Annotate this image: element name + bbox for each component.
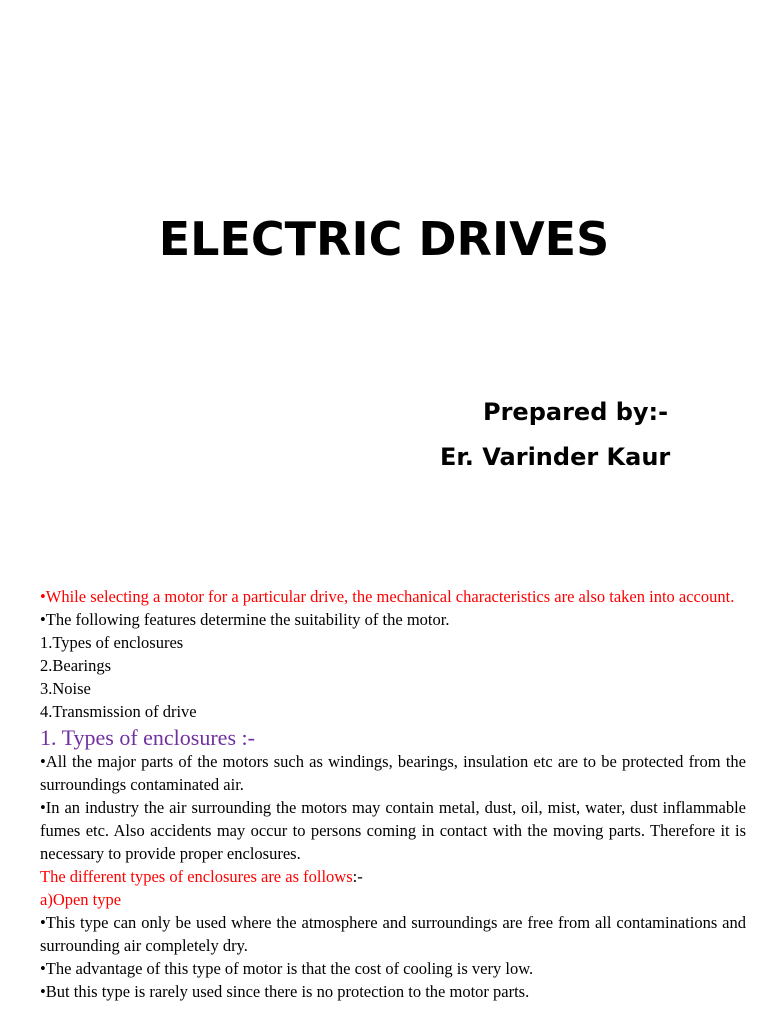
enclosure-types-line — [40, 865, 746, 888]
paragraph: •But this type is rarely used since there is no protection to the motor parts. — [40, 982, 530, 1001]
feature-item: 1.Types of enclosures — [40, 633, 184, 652]
features-intro: •The following features determine the suitability of the motor. — [40, 610, 450, 629]
enclosure-types-suffix: :- — [352, 867, 363, 886]
paragraph: •The advantage of this type of motor is that the cost of cooling is very low. — [40, 959, 534, 978]
feature-item: 4.Transmission of drive — [40, 702, 197, 721]
feature-item: 2.Bearings — [40, 656, 112, 675]
author-name: Er. Varinder Kaur — [440, 443, 671, 471]
slide-body — [40, 585, 746, 1003]
paragraph: •In an industry the air surrounding the motors may contain metal, dust, oil, mist, water, dust inflammable fumes etc. Also accidents may occur to persons coming in contact with the moving parts. Therefore it is necessary to provide proper enclosures. — [40, 798, 746, 863]
prepared-by-label: Prepared by:- — [483, 398, 669, 426]
paragraph: •This type can only be used where the atmosphere and surroundings are free from all contaminations and surrounding air completely dry. — [40, 913, 746, 955]
intro-paragraph: •While selecting a motor for a particular drive, the mechanical characteristics are also taken into account. — [40, 587, 735, 606]
feature-item: 3.Noise — [40, 679, 91, 698]
enclosure-types-text: The different types of enclosures are as follows — [40, 867, 353, 886]
open-type-label: a)Open type — [40, 890, 122, 909]
paragraph: •All the major parts of the motors such as windings, bearings, insulation etc are to be protected from the surroundings contaminated air. — [40, 752, 746, 794]
slide-title: ELECTRIC DRIVES — [158, 212, 610, 266]
section-heading: 1. Types of enclosures :- — [40, 725, 255, 750]
